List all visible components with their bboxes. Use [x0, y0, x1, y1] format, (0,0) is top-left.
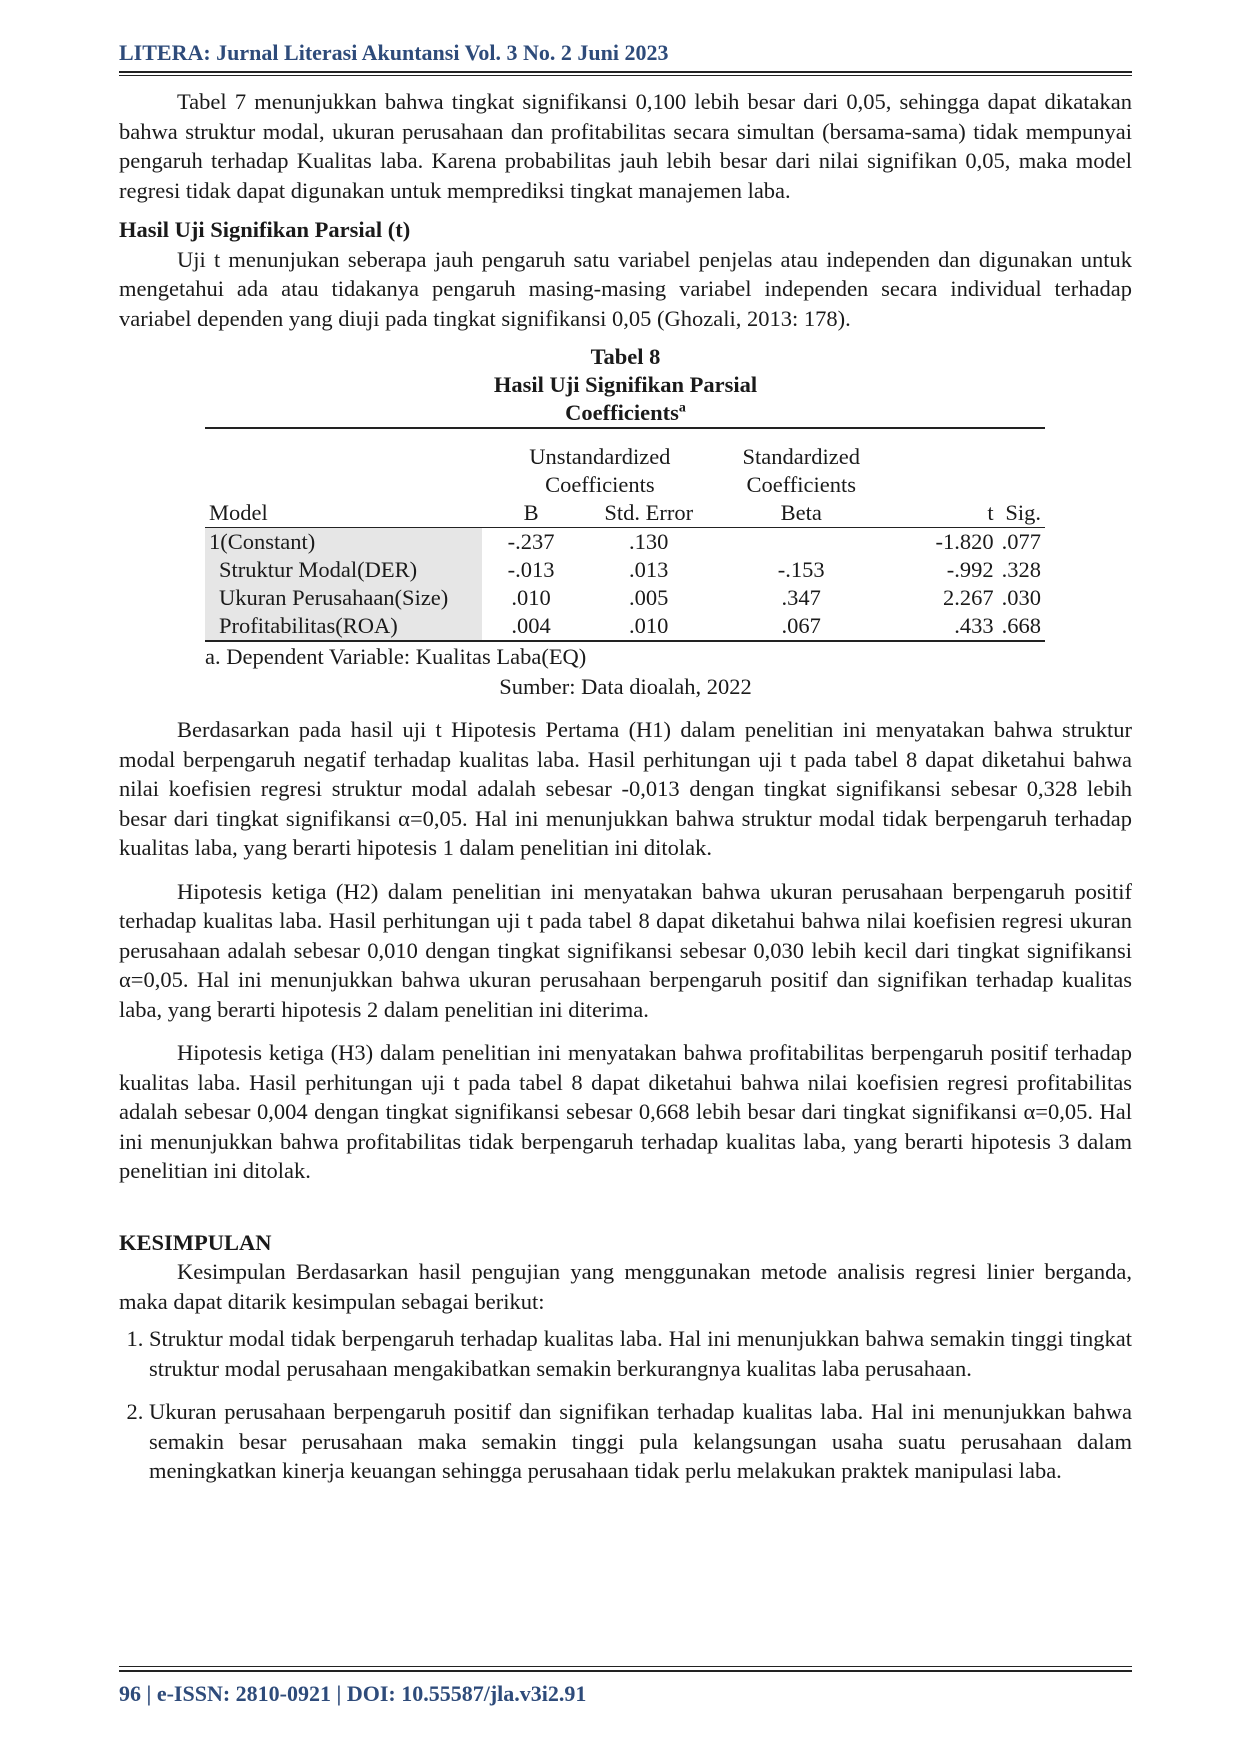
paragraph-h2: Hipotesis ketiga (H2) dalam penelitian ini menyatakan bahwa ukuran perusahaan berpengaruh positif terhadap kualitas laba. Hasil perhitungan uji t pada tabel 8 dapat diketahui bahwa nilai koefisien regresi ukuran perusahaan adalah sebesar 0,010 dengan tingkat signifikansi sebesar 0,030 lebih kecil dari tingkat signifikansi α=0,05. Hal ini menunjukkan bahwa ukuran perusahaan berpengaruh positif dan signifikan terhadap kualitas laba, yang berarti hipotesis 2 dalam penelitian ini diterima. [119, 878, 1132, 1022]
header-rule-thin [119, 75, 1132, 76]
page-content [119, 87, 1132, 1500]
table-title-block [119, 343, 1132, 427]
table-title: Hasil Uji Signifikan Parsial [493, 372, 758, 397]
conclusion-heading: KESIMPULAN [119, 1229, 272, 1255]
paragraph-h3: Hipotesis ketiga (H3) dalam penelitian ini menyatakan bahwa profitabilitas berpengaruh positif terhadap kualitas laba. Hasil perhitungan uji t pada tabel 8 dapat diketahui bahwa nilai koefisien regresi profitabilitas adalah sebesar 0,004 dengan tingkat signifikansi sebesar 0,668 lebih besar dari tingkat signifikansi α=0,05. Hal ini menunjukkan bahwa profitabilitas tidak berpengaruh terhadap kualitas laba, yang berarti hipotesis 3 dalam penelitian ini ditolak. [119, 1040, 1132, 1183]
table-group-header-row: Unstandardized Standardized [205, 428, 1045, 471]
header-rule [119, 71, 1132, 73]
table-row: Struktur Modal(DER) -.013 .013 -.153 -.992 .328 [205, 556, 1045, 584]
paragraph-table7-summary: Tabel 7 menunjukkan bahwa tingkat signifikansi 0,100 lebih besar dari 0,05, sehingga dapat dikatakan bahwa struktur modal, ukuran perusahaan dan profitabilitas secara simultan (bersama-sama) tidak mempunyai pengaruh terhadap Kualitas laba. Karena probabilitas jauh lebih besar dari nilai signifikan 0,05, maka model regresi tidak dapat digunakan untuk memprediksi tingkat manajemen laba. [119, 89, 1132, 203]
table-row: Profitabilitas(ROA) .004 .010 .067 .433 .668 [205, 612, 1045, 641]
list-item: 1. Struktur modal tidak berpengaruh terhadap kualitas laba. Hal ini menunjukkan bahwa semakin tinggi tingkat struktur modal perusahaan mengakibatkan semakin berkurangnya kualitas laba perusahaan. [149, 1324, 1132, 1383]
col-header-b: B [482, 499, 580, 528]
footer-rule-thin [119, 1666, 1132, 1667]
journal-header: LITERA: Jurnal Literasi Akuntansi Vol. 3 No. 2 Juni 2023 [119, 40, 669, 65]
col-header-t: t [885, 499, 998, 528]
footer-rule [119, 1670, 1132, 1672]
table-note: a. Dependent Variable: Kualitas Laba(EQ) [205, 644, 587, 669]
table-row: 1(Constant) -.237 .130 -1.820 .077 [205, 528, 1045, 557]
section-heading-uji-t: Hasil Uji Signifikan Parsial (t) [119, 217, 411, 242]
conclusion-intro: Kesimpulan Berdasarkan hasil pengujian yang menggunakan metode analisis regresi linier berganda, maka dapat ditarik kesimpulan sebagai berikut: [119, 1259, 1132, 1314]
col-header-beta: Beta [717, 499, 885, 528]
paragraph-uji-t-intro: Uji t menunjukan seberapa jauh pengaruh satu variabel penjelas atau independen dan digunakan untuk mengetahui ada atau tidakanya pengaruh masing-masing variabel independen secara individual terhadap variabel dependen yang diuji pada tingkat signifikansi 0,05 (Ghozali, 2013: 178). [119, 246, 1132, 331]
list-item: 2. Ukuran perusahaan berpengaruh positif dan signifikan terhadap kualitas laba. Hal ini menunjukkan bahwa semakin besar perusahaan maka semakin tinggi pula kelangsungan usaha suatu perusahaan dalam meningkatkan kinerja keuangan sehingga perusahaan tidak perlu melakukan praktek manipulasi laba. [149, 1397, 1132, 1486]
page-footer: 96 | e-ISSN: 2810-0921 | DOI: 10.55587/jla.v3i2.91 [119, 1681, 587, 1706]
coefficients-table [205, 427, 1045, 642]
table-column-header-row [205, 499, 1045, 528]
table-group-header-row-2: Coefficients Coefficients [545, 472, 857, 497]
col-header-model: Model [205, 499, 482, 528]
table-number: Tabel 8 [590, 344, 661, 369]
paragraph-h1: Berdasarkan pada hasil uji t Hipotesis Pertama (H1) dalam penelitian ini menyatakan bahwa struktur modal berpengaruh negatif terhadap kualitas laba. Hasil perhitungan uji t pada tabel 8 dapat diketahui bahwa nilai koefisien regresi struktur modal adalah sebesar -0,013 dengan tingkat signifikansi sebesar 0,328 lebih besar dari tingkat signifikansi α=0,05. Hal ini menunjukkan bahwa struktur modal tidak berpengaruh terhadap kualitas laba, yang berarti hipotesis 1 dalam penelitian ini ditolak. [119, 717, 1132, 860]
col-header-se: Std. Error [580, 499, 717, 528]
table-caption: Coefficients$^a$ [565, 400, 686, 425]
col-header-sig: Sig. [998, 499, 1045, 528]
table-source: Sumber: Data dioalah, 2022 [499, 673, 752, 699]
table-row: Ukuran Perusahaan(Size) .010 .005 .347 2.267 .030 [205, 584, 1045, 612]
conclusion-list [119, 1324, 1132, 1486]
